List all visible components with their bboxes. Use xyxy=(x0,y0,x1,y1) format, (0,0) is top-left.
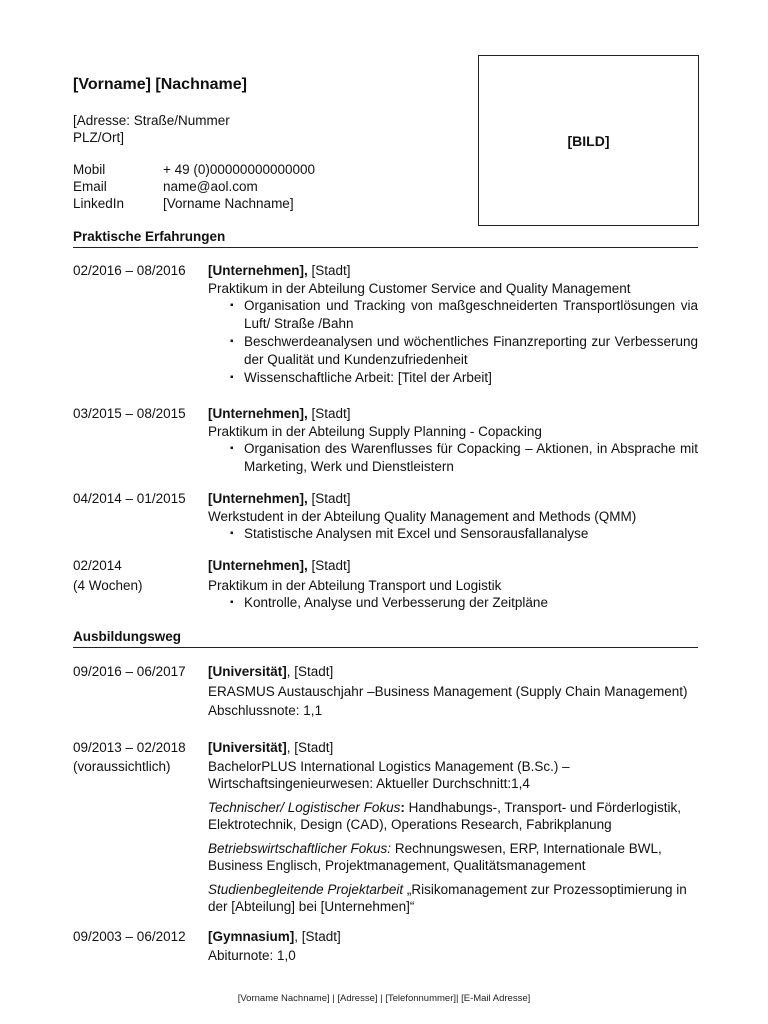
company-city: [Stadt] xyxy=(307,263,351,278)
entry-role: Praktikum in der Abteilung Customer Service and Quality Management xyxy=(208,280,631,296)
contact-block xyxy=(73,161,315,212)
contact-row-linkedin xyxy=(73,195,315,212)
entry-date: 02/2016 – 08/2016 xyxy=(73,263,186,278)
bullet-item: ▪ Organisation und Tracking von maßgeschneiderten Transportlösungen via Luft/ Straße /Bahn xyxy=(208,297,698,332)
contact-value: + 49 (0)00000000000000 xyxy=(163,162,316,177)
entry-body xyxy=(208,928,698,964)
company-name: [Unternehmen], xyxy=(208,406,308,421)
project-work xyxy=(208,881,698,916)
entry-date-block xyxy=(73,739,208,775)
company-city: [Stadt] xyxy=(307,558,351,573)
institution-city: , [Stadt] xyxy=(286,740,334,755)
contact-row-mobile xyxy=(73,161,315,178)
section-title-education: Ausbildungsweg xyxy=(73,629,698,648)
contact-value: name@aol.com xyxy=(163,179,258,194)
entry-date: 09/2013 – 02/2018 xyxy=(73,740,186,755)
entry-grade: Abiturnote: 1,0 xyxy=(208,947,296,963)
institution-name: [Universität] xyxy=(208,740,287,755)
entry-body xyxy=(208,663,698,720)
entry-program-detail: Wirtschaftsingenieurwesen: Aktueller Durchschnitt:1,4 xyxy=(208,776,530,791)
address-line-2: PLZ/Ort] xyxy=(73,130,125,145)
entry-duration: (4 Wochen) xyxy=(73,577,143,593)
education-entry xyxy=(73,739,698,916)
bullet-item: ▪ Wissenschaftliche Arbeit: [Titel der Arbeit] xyxy=(208,369,698,387)
entry-date: 09/2016 – 06/2017 xyxy=(73,664,186,679)
address-line-1: [Adresse: Straße/Nummer xyxy=(73,113,230,128)
contact-label: LinkedIn xyxy=(73,196,125,211)
entry-heading xyxy=(208,490,698,508)
entry-body xyxy=(208,739,698,916)
entry-date: 02/2014 xyxy=(73,558,122,573)
company-city: [Stadt] xyxy=(307,406,351,421)
company-name: [Unternehmen], xyxy=(208,263,308,278)
focus-text: Handhabungs-, Transport- und Förderlogistik, Elektrotechnik, Design (CAD), Operations Research, Fabrikplanung xyxy=(208,799,681,832)
entry-role: Praktikum in der Abteilung Supply Planning - Copacking xyxy=(208,423,542,439)
institution-name: [Gymnasium] xyxy=(208,929,295,944)
experience-entry xyxy=(73,490,698,544)
experience-entry xyxy=(73,557,698,613)
entry-heading xyxy=(208,262,698,280)
focus-label: Technischer/ Logistischer Fokus xyxy=(208,799,401,815)
page-footer: [Vorname Nachname] | [Adresse] | [Telefonnummer]| [E-Mail Adresse] xyxy=(237,993,531,1004)
bullet-item: ▪ Statistische Analysen mit Excel und Sensorausfallanalyse xyxy=(208,525,698,543)
company-name: [Unternehmen], xyxy=(208,558,308,573)
entry-date-note: (voraussichtlich) xyxy=(73,758,171,774)
entry-program: BachelorPLUS International Logistics Management (B.Sc.) – xyxy=(208,758,570,774)
entry-body xyxy=(208,405,698,475)
bullet-item: ▪ Kontrolle, Analyse und Verbesserung der Zeitpläne xyxy=(208,594,698,612)
address-block xyxy=(73,112,230,146)
project-text: „Risikomanagement zur Prozessoptimierung in der [Abteilung] bei [Unternehmen]“ xyxy=(208,881,687,914)
entry-role: Werkstudent in der Abteilung Quality Management and Methods (QMM) xyxy=(208,508,637,524)
experience-entry xyxy=(73,262,698,388)
education-entry xyxy=(73,928,698,964)
focus-text: Rechnungswesen, ERP, Internationale BWL, Business Englisch, Projektmanagement, Qualitätsmanagement xyxy=(208,840,662,873)
focus-business xyxy=(208,840,698,875)
entry-body xyxy=(208,490,698,543)
education-entry xyxy=(73,663,698,720)
entry-body xyxy=(208,557,698,612)
project-label: Studienbegleitende Projektarbeit xyxy=(208,881,404,897)
focus-colon: : xyxy=(400,799,405,815)
bullet-item: ▪ Beschwerdeanalysen und wöchentliches Finanzreporting zur Verbesserung der Qualität und Kundenzufriedenheit xyxy=(208,333,698,368)
section-title-experience: Praktische Erfahrungen xyxy=(73,229,698,248)
institution-city: , [Stadt] xyxy=(294,929,341,944)
entry-heading xyxy=(208,928,698,946)
contact-label: Email xyxy=(73,179,107,194)
entry-date: 03/2015 – 08/2015 xyxy=(73,406,186,421)
applicant-name: [Vorname] [Nachname] xyxy=(73,76,247,93)
entry-heading xyxy=(208,739,698,757)
bullet-item: ▪ Organisation des Warenflusses für Copacking – Aktionen, in Absprache mit Marketing, Werk und Dienstleistern xyxy=(208,440,698,475)
bullet-list xyxy=(208,440,698,475)
company-name: [Unternehmen], xyxy=(208,491,308,506)
entry-heading xyxy=(208,405,698,423)
entry-date-block xyxy=(73,557,208,594)
entry-date: 04/2014 – 01/2015 xyxy=(73,491,186,506)
bullet-list xyxy=(208,525,698,543)
focus-label: Betriebswirtschaftlicher Fokus: xyxy=(208,840,392,856)
photo-placeholder-label: [BILD] xyxy=(567,132,610,149)
focus-technical xyxy=(208,799,698,834)
entry-heading xyxy=(208,663,698,681)
contact-value: [Vorname Nachname] xyxy=(163,196,294,211)
contact-label: Mobil xyxy=(73,162,106,177)
entry-program: ERASMUS Austauschjahr –Business Management (Supply Chain Management) xyxy=(208,683,688,699)
entry-grade: Abschlussnote: 1,1 xyxy=(208,703,323,718)
entry-role: Praktikum in der Abteilung Transport und Logistik xyxy=(208,577,502,593)
entry-date: 09/2003 – 06/2012 xyxy=(73,929,186,944)
institution-city: , [Stadt] xyxy=(286,664,334,679)
institution-name: [Universität] xyxy=(208,664,287,679)
entry-body xyxy=(208,262,698,387)
entry-heading xyxy=(208,557,698,575)
experience-entry xyxy=(73,405,698,476)
contact-row-email xyxy=(73,178,315,195)
bullet-list xyxy=(208,594,698,612)
company-city: [Stadt] xyxy=(307,491,351,506)
bullet-list xyxy=(208,297,698,387)
photo-placeholder xyxy=(478,55,699,226)
